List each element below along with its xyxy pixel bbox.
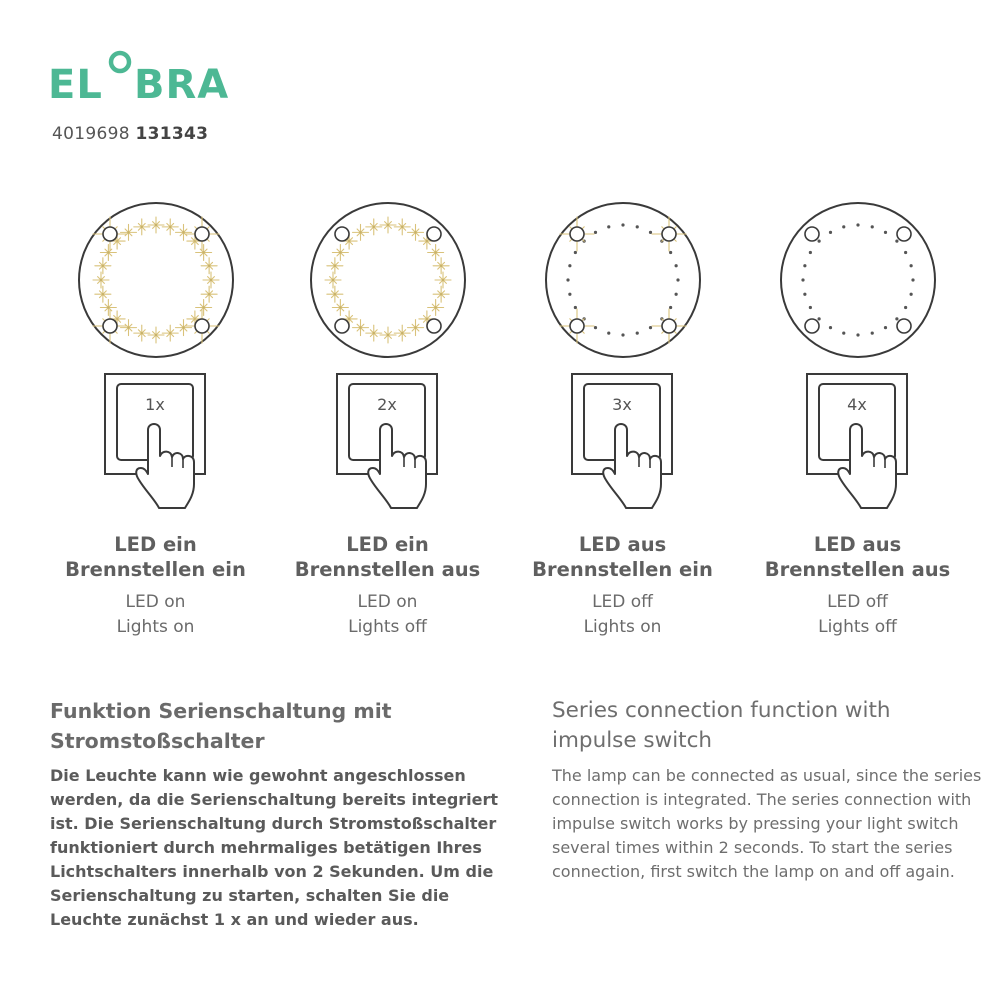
bulb-icon [335, 319, 349, 333]
article-code: 131343 [135, 124, 209, 144]
lamp-diagram-3 [543, 200, 703, 360]
mode-4-de-lights: Brennstellen aus [764, 558, 951, 581]
led-dot [127, 326, 129, 328]
led-dot [895, 240, 898, 243]
mode-2-de-led: LED ein [346, 533, 429, 556]
mode-3-en-led: LED off [592, 592, 653, 612]
led-dot [674, 264, 677, 267]
led-dot [154, 334, 156, 336]
led-dot [573, 306, 576, 309]
led-dot [895, 317, 898, 320]
led-dot [207, 293, 209, 295]
switch-press-icon-1 [101, 370, 211, 510]
mode-1-de-led: LED ein [114, 533, 197, 556]
bulb-icon [335, 227, 349, 241]
mode-2-en-led: LED on [357, 592, 418, 612]
svg-text:BRA: BRA [134, 62, 230, 106]
mode-3-en-lights: Lights on [583, 617, 662, 637]
bulb-icon [897, 227, 911, 241]
switch-press-icon-3 [568, 370, 678, 510]
led-dot [401, 226, 403, 228]
led-dot [568, 264, 571, 267]
led-dot [339, 306, 341, 308]
led-dot [817, 317, 820, 320]
led-dot [842, 225, 845, 228]
led-dot [808, 306, 811, 309]
led-dot [669, 251, 672, 254]
led-dot [209, 279, 211, 281]
led-dot [202, 306, 204, 308]
led-dot [674, 293, 677, 296]
led-dot [331, 279, 333, 281]
led-dot [607, 225, 610, 228]
led-dot [347, 240, 349, 242]
mode-column-2 [270, 200, 505, 640]
mode-column-4 [740, 200, 975, 640]
mode-4-en-lights: Lights off [818, 617, 897, 637]
led-dot [359, 326, 361, 328]
led-dot [182, 231, 184, 233]
press-count: 4x [846, 395, 867, 414]
led-dot [803, 264, 806, 267]
led-dot [803, 293, 806, 296]
led-dot [669, 306, 672, 309]
led-dot [593, 231, 596, 234]
led-dot [101, 265, 103, 267]
bulb-icon [195, 227, 209, 241]
led-dot [856, 223, 859, 226]
led-dot [801, 278, 804, 281]
led-dot [648, 326, 651, 329]
led-dot [333, 265, 335, 267]
led-dot [648, 231, 651, 234]
led-dot [904, 251, 907, 254]
lamp-diagram-2 [308, 200, 468, 360]
led-dot [621, 223, 624, 226]
led-dot [107, 306, 109, 308]
led-dot [573, 251, 576, 254]
led-dot [566, 278, 569, 281]
led-dot [202, 251, 204, 253]
led-dot [434, 306, 436, 308]
bulb-icon [662, 227, 676, 241]
led-dot [140, 332, 142, 334]
led-dot [828, 326, 831, 329]
bulb-icon [195, 319, 209, 333]
led-dot [911, 278, 914, 281]
bulb-icon [805, 227, 819, 241]
led-dot [414, 326, 416, 328]
led-dot [828, 231, 831, 234]
mode-column-3 [505, 200, 740, 640]
led-dot [359, 231, 361, 233]
mode-4-de-led: LED aus [813, 533, 902, 556]
article-prefix: 4019698 [52, 124, 130, 144]
led-dot [386, 224, 388, 226]
mode-3-de-led: LED aus [578, 533, 667, 556]
lamp-diagram-4 [778, 200, 938, 360]
article-number [52, 124, 208, 144]
press-count: 3x [611, 395, 632, 414]
led-dot [425, 240, 427, 242]
switch-press-icon-4 [803, 370, 913, 510]
mode-1-de-lights: Brennstellen ein [65, 558, 246, 581]
led-dot [207, 265, 209, 267]
led-dot [339, 251, 341, 253]
led-dot [372, 226, 374, 228]
led-dot [676, 278, 679, 281]
body-en: The lamp can be connected as usual, since the series connection is integrated. The series connection with impulse switch works by pressing your light switch several times within 2 seconds. To start the series connection, first switch the lamp on and off again. [552, 766, 982, 881]
led-dot [904, 306, 907, 309]
led-dot [635, 332, 638, 335]
led-dot [870, 225, 873, 228]
press-count: 1x [144, 395, 165, 414]
mode-4-en-led: LED off [827, 592, 888, 612]
bulb-icon [570, 319, 584, 333]
led-dot [593, 326, 596, 329]
svg-text:EL: EL [48, 62, 103, 106]
led-dot [607, 332, 610, 335]
press-count: 2x [376, 395, 397, 414]
led-dot [154, 224, 156, 226]
bulb-icon [427, 319, 441, 333]
led-dot [101, 293, 103, 295]
led-dot [127, 231, 129, 233]
bulb-icon [570, 227, 584, 241]
led-dot [169, 332, 171, 334]
led-dot [909, 264, 912, 267]
led-dot [425, 318, 427, 320]
bulb-icon [427, 227, 441, 241]
led-dot [635, 225, 638, 228]
mode-column-1 [38, 200, 273, 640]
bulb-icon [103, 319, 117, 333]
switch-press-icon-2 [333, 370, 443, 510]
mode-3-de-lights: Brennstellen ein [532, 558, 713, 581]
led-dot [441, 279, 443, 281]
bulb-icon [897, 319, 911, 333]
body-de: Die Leuchte kann wie gewohnt angeschlossen werden, da die Serienschaltung bereits integriert ist. Die Serienschaltung durch Stromstoßschalter funktioniert durch mehrmaliges betätigen Ihres Lichtschalters innerhalb von 2 Sekunden. Um die Serienschaltung zu starten, schalten Sie die Leuchte zunächst 1 x an und wieder aus. [50, 766, 499, 929]
led-dot [182, 326, 184, 328]
led-dot [372, 332, 374, 334]
led-dot [414, 231, 416, 233]
mode-1-en-led: LED on [125, 592, 186, 612]
lamp-diagram-1 [76, 200, 236, 360]
led-dot [347, 318, 349, 320]
led-dot [621, 333, 624, 336]
led-dot [883, 231, 886, 234]
elobra-logo [48, 48, 248, 106]
led-dot [870, 332, 873, 335]
led-dot [333, 293, 335, 295]
led-dot [439, 265, 441, 267]
led-dot [439, 293, 441, 295]
led-dot [140, 226, 142, 228]
led-dot [909, 293, 912, 296]
led-dot [817, 240, 820, 243]
bulb-icon [805, 319, 819, 333]
mode-2-en-lights: Lights off [348, 617, 427, 637]
heading-en: Series connection function with impulse switch [552, 698, 891, 753]
led-dot [99, 279, 101, 281]
led-dot [386, 334, 388, 336]
led-dot [842, 332, 845, 335]
bulb-icon [103, 227, 117, 241]
led-dot [883, 326, 886, 329]
led-dot [856, 333, 859, 336]
led-dot [169, 226, 171, 228]
heading-de: Funktion Serienschaltung mit Stromstoßschalter [50, 699, 392, 753]
mode-1-en-lights: Lights on [116, 617, 195, 637]
led-dot [434, 251, 436, 253]
bulb-icon [662, 319, 676, 333]
led-dot [808, 251, 811, 254]
led-dot [568, 293, 571, 296]
led-dot [107, 251, 109, 253]
mode-2-de-lights: Brennstellen aus [294, 558, 481, 581]
led-dot [401, 332, 403, 334]
